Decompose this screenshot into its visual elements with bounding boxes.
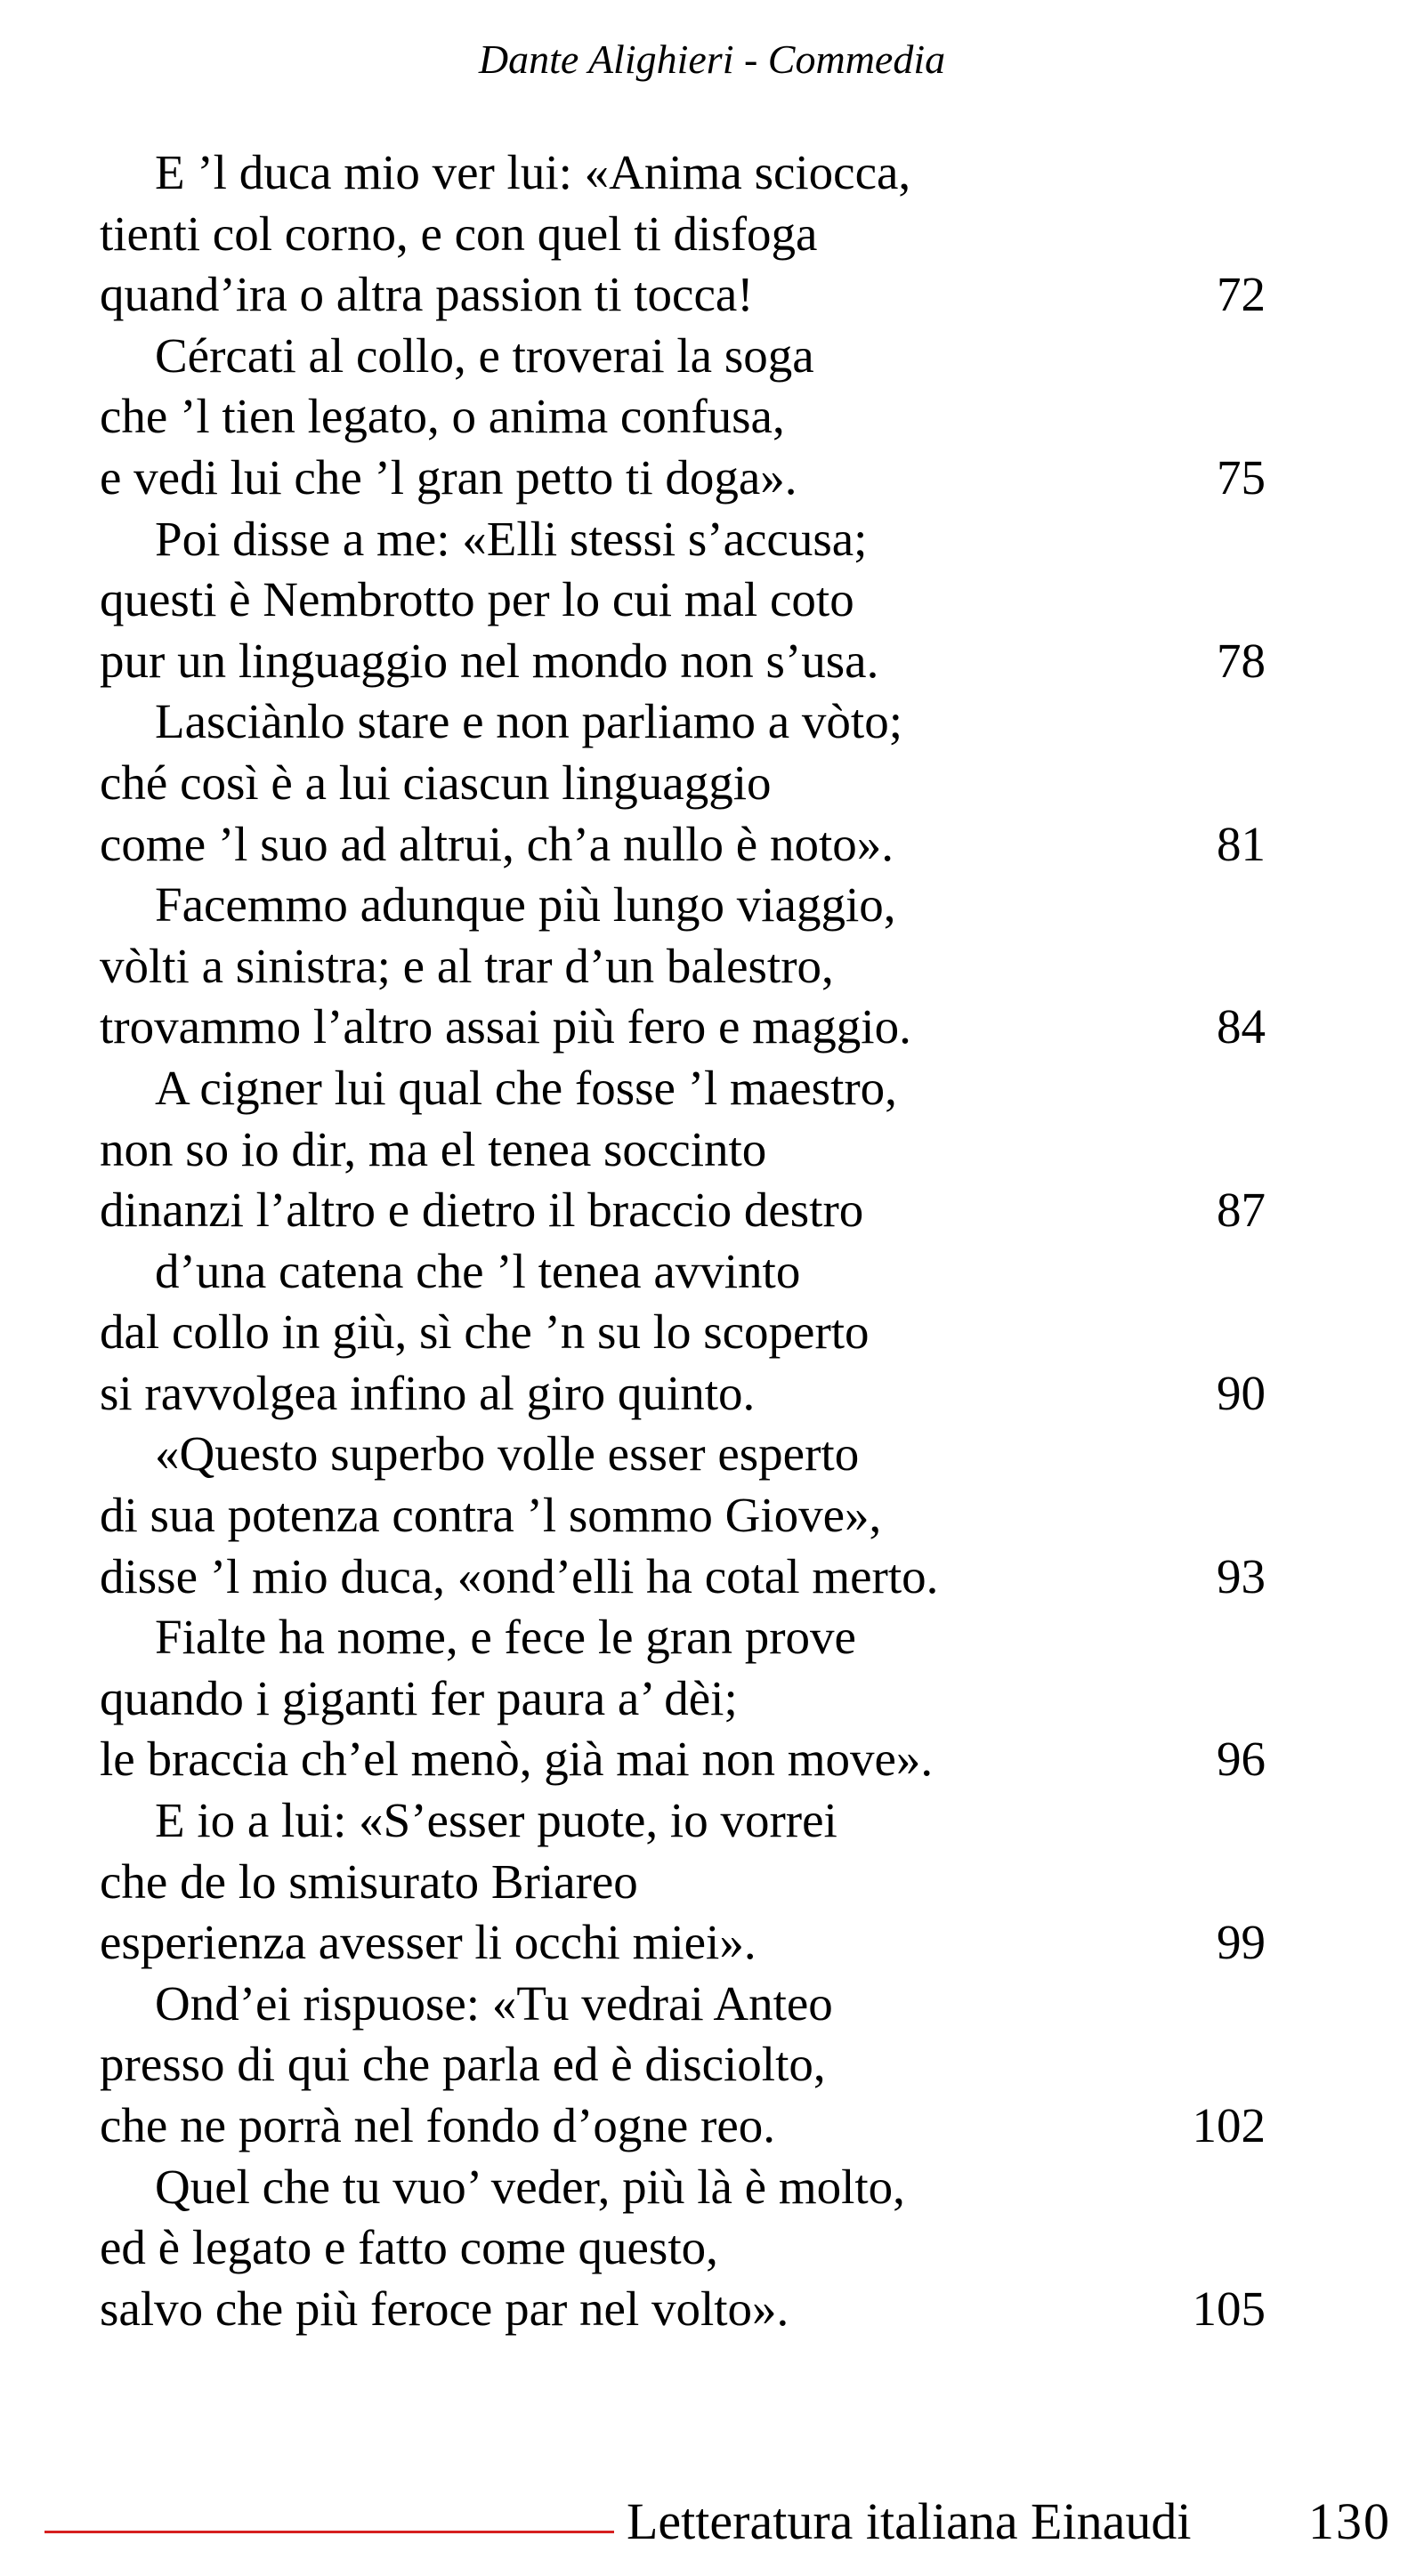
verse-line	[100, 2034, 1257, 2096]
verse-line	[100, 753, 1257, 814]
line-number: 84	[1217, 999, 1266, 1054]
verse-text: Ond’ei rispuose: «Tu vedrai Anteo	[155, 1975, 833, 2031]
verse-line	[100, 1852, 1257, 1913]
verse-text: che de lo smisurato Briareo	[100, 1853, 638, 1909]
verse-text: di sua potenza contra ’l sommo Giove»,	[100, 1488, 882, 1543]
verse-text: Cércati al collo, e troverai la soga	[155, 327, 814, 383]
verse-line	[100, 448, 1266, 509]
verse-line	[100, 569, 1257, 631]
verse-text: si ravvolgea infino al giro quinto.	[100, 1365, 756, 1420]
verse-line	[100, 326, 1257, 387]
verse-line	[100, 814, 1266, 876]
verse-line	[100, 631, 1266, 692]
verse-line	[100, 2217, 1257, 2279]
verse-line	[100, 2279, 1266, 2340]
verse-line	[100, 691, 1257, 753]
verse-line	[100, 509, 1257, 570]
verse-line	[100, 1729, 1266, 1790]
poem-text	[100, 142, 1266, 2339]
verse-line	[100, 1241, 1257, 1303]
verse-line	[100, 2096, 1266, 2157]
verse-text: Facemmo adunque più lungo viaggio,	[155, 877, 896, 933]
verse-line	[100, 936, 1257, 997]
verse-text: trovammo l’altro assai più fero e maggio.	[100, 999, 911, 1054]
line-number: 81	[1217, 816, 1266, 871]
running-title: Dante Alighieri - Commedia	[478, 36, 946, 82]
verse-text: E io a lui: «S’esser puote, io vorrei	[155, 1793, 837, 1848]
verse-text: Fialte ha nome, e fece le gran prove	[155, 1610, 856, 1665]
verse-text: dal collo in giù, sì che ’n su lo scoperto	[100, 1304, 870, 1360]
verse-text: disse ’l mio duca, «ond’elli ha cotal merto.	[100, 1548, 939, 1603]
verse-text: le braccia ch’el menò, già mai non move».	[100, 1732, 934, 1787]
page-number: 130	[1308, 2492, 1391, 2550]
verse-text: non so io dir, ma el tenea soccinto	[100, 1121, 767, 1176]
verse-line	[100, 875, 1257, 936]
verse-text: che ne porrà nel fondo d’ogne reo.	[100, 2098, 775, 2152]
verse-text: d’una catena che ’l tenea avvinto	[155, 1243, 801, 1298]
verse-text: come ’l suo ad altrui, ch’a nullo è noto».	[100, 816, 894, 871]
line-number: 75	[1217, 449, 1266, 505]
verse-text: che ’l tien legato, o anima confusa,	[100, 389, 785, 444]
verse-line	[100, 386, 1257, 448]
line-number: 102	[1192, 2098, 1266, 2152]
verse-line	[100, 1607, 1257, 1668]
verse-text: vòlti a sinistra; e al trar d’un balestro,	[100, 938, 834, 993]
verse-text: E ’l duca mio ver lui: «Anima sciocca,	[155, 145, 911, 199]
line-number: 72	[1217, 267, 1266, 322]
publisher-name: Letteratura italiana Einaudi	[627, 2492, 1192, 2550]
verse-line	[100, 1119, 1257, 1181]
verse-text: Lasciànlo stare e non parliamo a vòto;	[155, 694, 902, 749]
verse-line	[100, 264, 1266, 326]
verse-text: dinanzi l’altro e dietro il braccio destro	[100, 1183, 864, 1238]
verse-line	[100, 1485, 1257, 1546]
verse-line	[100, 1363, 1266, 1425]
page-footer	[0, 2488, 1424, 2559]
verse-line	[100, 1180, 1266, 1241]
verse-line	[100, 1974, 1257, 2035]
verse-text: Poi disse a me: «Elli stessi s’accusa;	[155, 511, 868, 566]
verse-text: presso di qui che parla ed è disciolto,	[100, 2037, 826, 2092]
verse-line	[100, 204, 1257, 265]
line-number: 96	[1217, 1732, 1266, 1787]
line-number: 105	[1192, 2281, 1266, 2336]
verse-line	[100, 1668, 1257, 1730]
verse-text: quand’ira o altra passion ti tocca!	[100, 267, 754, 322]
verse-line	[100, 997, 1266, 1058]
verse-line	[100, 1058, 1257, 1119]
verse-text: «Questo superbo volle esser esperto	[155, 1426, 860, 1482]
verse-text: pur un linguaggio nel mondo non s’usa.	[100, 633, 879, 688]
verse-line	[100, 1302, 1257, 1363]
verse-line	[100, 142, 1257, 204]
verse-text: ché così è a lui ciascun linguaggio	[100, 755, 772, 810]
line-number: 99	[1217, 1915, 1266, 1970]
line-number: 90	[1217, 1365, 1266, 1420]
verse-line	[100, 2157, 1257, 2218]
verse-text: Quel che tu vuo’ veder, più là è molto,	[155, 2159, 905, 2214]
verse-text: questi è Nembrotto per lo cui mal coto	[100, 572, 854, 627]
verse-line	[100, 1546, 1266, 1608]
verse-line	[100, 1790, 1257, 1852]
verse-text: ed è legato e fatto come questo,	[100, 2220, 718, 2275]
verse-text: esperienza avesser li occhi miei».	[100, 1915, 756, 1970]
verse-text: e vedi lui che ’l gran petto ti doga».	[100, 449, 797, 505]
footer-rule	[44, 2531, 614, 2533]
line-number: 78	[1217, 633, 1266, 688]
verse-text: salvo che più feroce par nel volto».	[100, 2281, 789, 2336]
verse-line	[100, 1912, 1266, 1974]
verse-text: tienti col corno, e con quel ti disfoga	[100, 206, 818, 261]
verse-line	[100, 1424, 1257, 1485]
line-number: 87	[1217, 1183, 1266, 1238]
verse-text: A cigner lui qual che fosse ’l maestro,	[155, 1060, 897, 1115]
line-number: 93	[1217, 1548, 1266, 1603]
verse-text: quando i giganti fer paura a’ dèi;	[100, 1670, 738, 1725]
